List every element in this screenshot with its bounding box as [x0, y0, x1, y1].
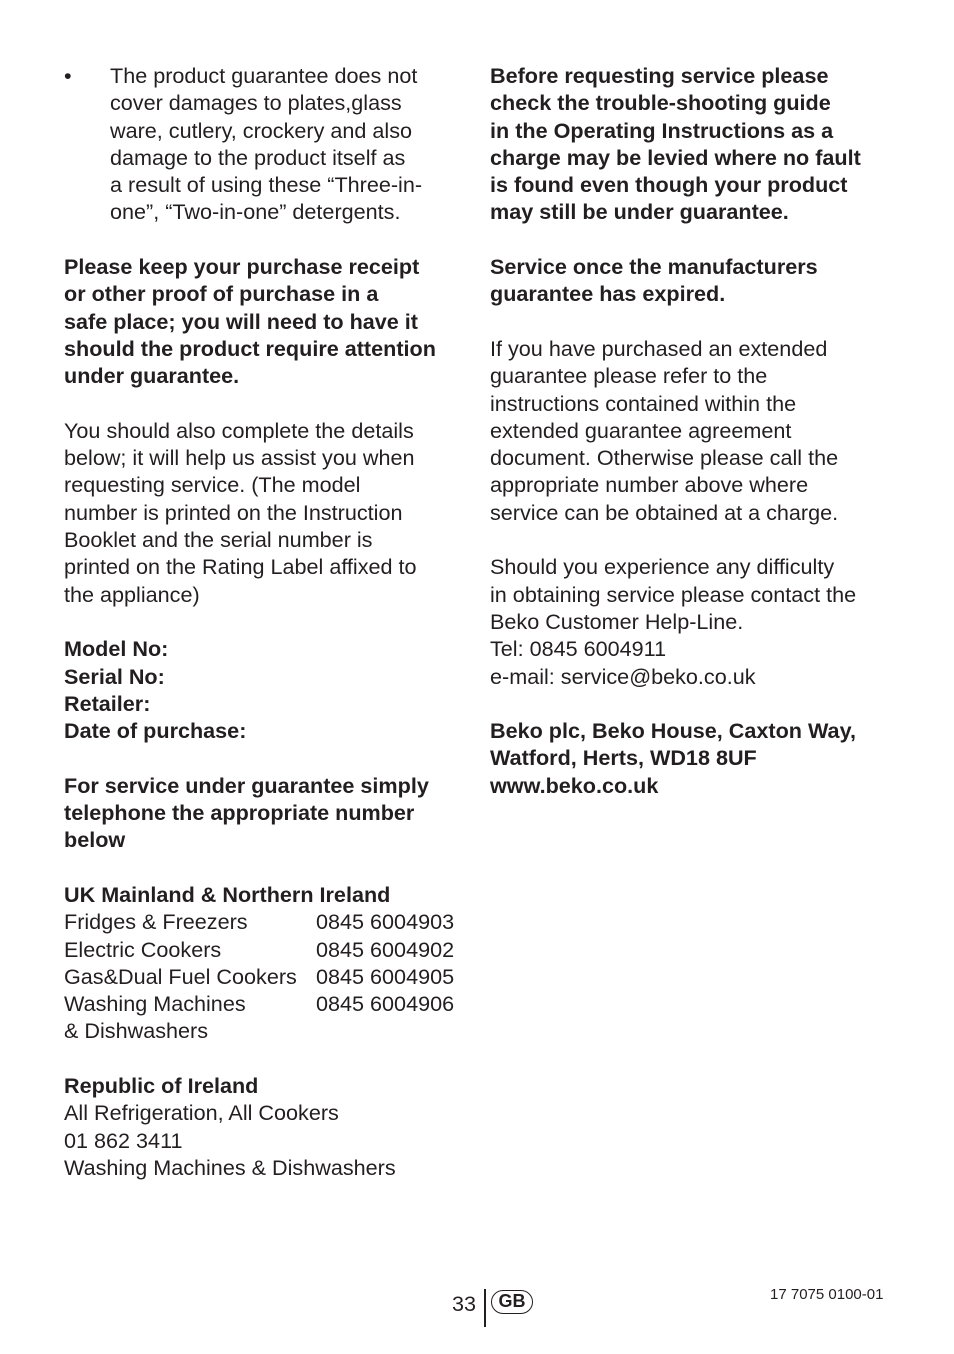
right-column [490, 62, 910, 826]
contact-row: Gas&Dual Fuel Cookers 0845 6004905 [64, 963, 455, 989]
extended-guarantee-paragraph: If you have purchased an extended guarantee please refer to the instructions contained within the extended guarantee agreement document. Otherwise please call the appropriate number above where service can be obtained at a charge. [490, 335, 839, 525]
bullet-line: one”, “Two-in-one” detergents. [110, 199, 401, 225]
help-line-phone: Tel: 0845 6004911 [490, 636, 667, 662]
receipt-notice: Please keep your purchase receipt or other proof of purchase in a safe place; you will need to have it should the product require attention under guarantee. [64, 254, 436, 389]
bullet-line: cover damages to plates,glass [110, 90, 402, 116]
retailer-label: Retailer: [64, 690, 151, 716]
footer-divider [484, 1289, 486, 1327]
roi-heading: Republic of Ireland [64, 1072, 259, 1098]
detergent-bullet [64, 62, 469, 226]
website-url: www.beko.co.uk [490, 772, 659, 798]
bullet-line: a result of using these “Three-in- [110, 172, 423, 198]
contact-row: Electric Cookers 0845 6004902 [64, 936, 455, 962]
contact-row: Fridges & Freezers 0845 6004903 [64, 909, 455, 935]
serial-no-label: Serial No: [64, 663, 165, 689]
help-line-paragraph: Should you experience any difficulty in obtaining service please contact the Beko Customer Help-Line. Tel: 0845 6004911 e-mail: service@beko.co.uk [490, 553, 910, 689]
company-address: Beko plc, Beko House, Caxton Way, Watford, Herts, WD18 8UF www.beko.co.uk [490, 717, 910, 799]
uk-heading: UK Mainland & Northern Ireland [64, 881, 391, 907]
bullet-line: ware, cutlery, crockery and also [110, 117, 413, 143]
guarantee-expired-heading: Service once the manufacturers guarantee has expired. [490, 254, 818, 307]
country-badge: GB [491, 1290, 533, 1314]
contact-row: Washing Machines 0845 6004906 [64, 991, 455, 1017]
product-details-fields [64, 635, 469, 744]
bullet-line: damage to the product itself as [110, 144, 406, 170]
details-paragraph: You should also complete the details below; it will help us assist you when requesting service. (The model number is printed on the Instruction Booklet and the serial number is printed on the Rating Label affixed to the appliance) [64, 417, 417, 607]
roi-contacts: Republic of Ireland All Refrigeration, All Cookers 01 862 3411 Washing Machines & Dishwashers [64, 1072, 469, 1181]
before-requesting-service: Before requesting service please check the trouble-shooting guide in the Operating Instructions as a charge may be levied where no fault is found even though your product may still be under guarantee. [490, 63, 861, 225]
help-line-email: e-mail: service@beko.co.uk [490, 663, 756, 689]
model-no-label: Model No: [64, 636, 169, 662]
bullet-dot: • [64, 63, 72, 88]
document-reference: 17 7075 0100-01 [770, 1286, 884, 1303]
date-of-purchase-label: Date of purchase: [64, 718, 247, 744]
page-number: 33 [452, 1291, 477, 1316]
service-under-guarantee: For service under guarantee simply telephone the appropriate number below [64, 772, 429, 853]
bullet-line: The product guarantee does not [110, 63, 418, 88]
uk-contacts [64, 881, 469, 1045]
contact-row: & Dishwashers [64, 1018, 209, 1044]
left-column [64, 62, 469, 1208]
